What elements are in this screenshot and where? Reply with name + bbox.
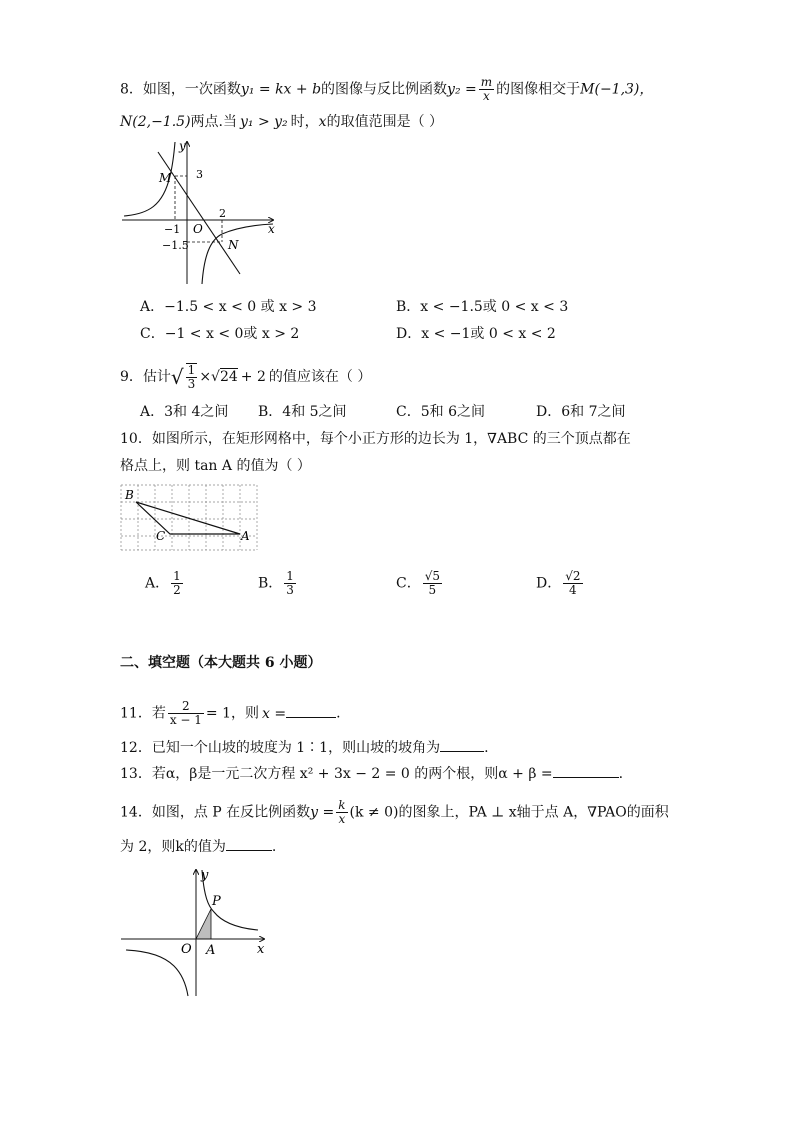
q8-x-label: x <box>268 222 275 236</box>
q9-lead: 9．估计 <box>120 369 171 385</box>
q14-line1: 14．如图，点 P 在反比例函数y = $\frac{k}{x}$ (k ≠ 0)的图象上，PA ⊥ x轴于点 A，∇PAO的面积 <box>120 798 669 826</box>
q8-line2-d: 的取值范围是（ ） <box>326 114 444 130</box>
q14-x-label: x <box>257 942 265 957</box>
q8-origin-label: O <box>193 222 203 236</box>
q9-option-a[interactable]: A．3和 4之间 <box>140 404 229 420</box>
q8-n-label: N <box>228 238 239 252</box>
q8-condition: y₁ > y₂ <box>239 114 288 130</box>
q10-line2: 格点上，则 tan A 的值为（ ） <box>120 458 311 474</box>
q10-option-d[interactable]: D． $\frac{√2}{4}$ <box>536 569 581 597</box>
q9-option-c[interactable]: C．5和 6之间 <box>396 404 485 420</box>
q14-graph <box>118 864 270 998</box>
q8-y-label: y <box>179 139 186 153</box>
q8-tick-3: 3 <box>196 168 203 181</box>
q8-point-n: N(2,−1.5) <box>120 114 191 130</box>
q8-line1 <box>120 76 653 103</box>
q10-triangle <box>136 502 240 534</box>
q9-root: √24 <box>211 369 238 385</box>
q9-times: × <box>199 369 212 385</box>
q10-label-b: B <box>125 488 134 502</box>
q8-option-c[interactable]: C．−1 < x < 0或 x > 2 <box>140 326 300 342</box>
q14-hyperbola-q3 <box>126 950 188 996</box>
q8-tick-2: 2 <box>219 207 226 220</box>
q8-line2-c: 时， <box>290 114 319 130</box>
q9-fraction: $\frac{1}{3}$ <box>187 363 196 391</box>
q8-option-b[interactable]: B．x < −1.5或 0 < x < 3 <box>396 299 569 315</box>
q8-tick-neg1: −1 <box>164 223 181 236</box>
section-heading: 二、填空题（本大题共 6 小题） <box>120 655 322 671</box>
q8-graph <box>118 136 283 286</box>
q8-var: x <box>318 114 327 130</box>
q9-plus: + 2 <box>240 369 266 385</box>
q14-a-label: A <box>206 943 216 958</box>
q9-option-b[interactable]: B．4和 5之间 <box>258 404 347 420</box>
q8-option-a[interactable]: A．−1.5 < x < 0 或 x > 3 <box>140 299 317 315</box>
q14-line2: 为 2，则k的值为 . <box>120 836 276 857</box>
q10-label-c: C <box>156 529 166 543</box>
q8-y2-lhs: y₂ = <box>447 81 477 98</box>
q8-y2-fraction: $\frac{m}{x}$ <box>480 75 493 103</box>
q9-radical-sign: √ <box>170 365 184 389</box>
q12-line: 12．已知一个山坡的坡度为 1∶1，则山坡的坡角为 . <box>120 737 489 758</box>
q14-origin-label: O <box>181 942 192 957</box>
q10-grid <box>121 485 257 550</box>
q8-y1-equation: y₁ = kx + b <box>240 81 322 98</box>
q10-option-a[interactable]: A． $\frac{1}{2}$ <box>145 569 181 597</box>
q14-y-label: y <box>201 868 209 883</box>
q14-answer-blank[interactable] <box>226 836 272 851</box>
q10-label-a: A <box>241 529 250 543</box>
q10-grid-figure <box>118 482 260 554</box>
q8-mid: 的图像与反比例函数 <box>321 81 448 98</box>
q11-answer-blank[interactable] <box>286 703 336 718</box>
q9-option-d[interactable]: D．6和 7之间 <box>536 404 626 420</box>
q8-tick-neg15: −1.5 <box>162 239 189 252</box>
q8-lead: 8．如图，一次函数 <box>120 81 241 98</box>
q14-p-label: P <box>212 894 221 909</box>
q12-answer-blank[interactable] <box>440 737 484 752</box>
q9-tail: 的值应该在（ ） <box>268 369 372 385</box>
q13-answer-blank[interactable] <box>553 763 619 778</box>
q10-line1: 10．如图所示，在矩形网格中，每个小正方形的边长为 1，∇ABC 的三个顶点都在 <box>120 431 631 447</box>
q8-line2-b: 两点.当 <box>190 114 237 130</box>
q8-tail: 的图像相交于 <box>496 81 581 98</box>
q8-m-label: M <box>159 171 172 185</box>
q8-line2 <box>120 112 443 132</box>
q8-option-d[interactable]: D．x < −1或 0 < x < 2 <box>396 326 556 342</box>
q13-line: 13．若α，β是一元二次方程 x² + 3x − 2 = 0 的两个根，则α + β = . <box>120 763 623 784</box>
q10-option-c[interactable]: C． $\frac{√5}{5}$ <box>396 569 440 597</box>
q9-line <box>120 363 371 391</box>
q11-line: 11．若 $\frac{2}{x - 1}$ = 1，则 x = . <box>120 699 341 727</box>
q10-option-b[interactable]: B． $\frac{1}{3}$ <box>258 569 294 597</box>
q14-triangle-pao <box>196 909 211 939</box>
q8-point-m: M(−1,3)， <box>580 81 654 98</box>
